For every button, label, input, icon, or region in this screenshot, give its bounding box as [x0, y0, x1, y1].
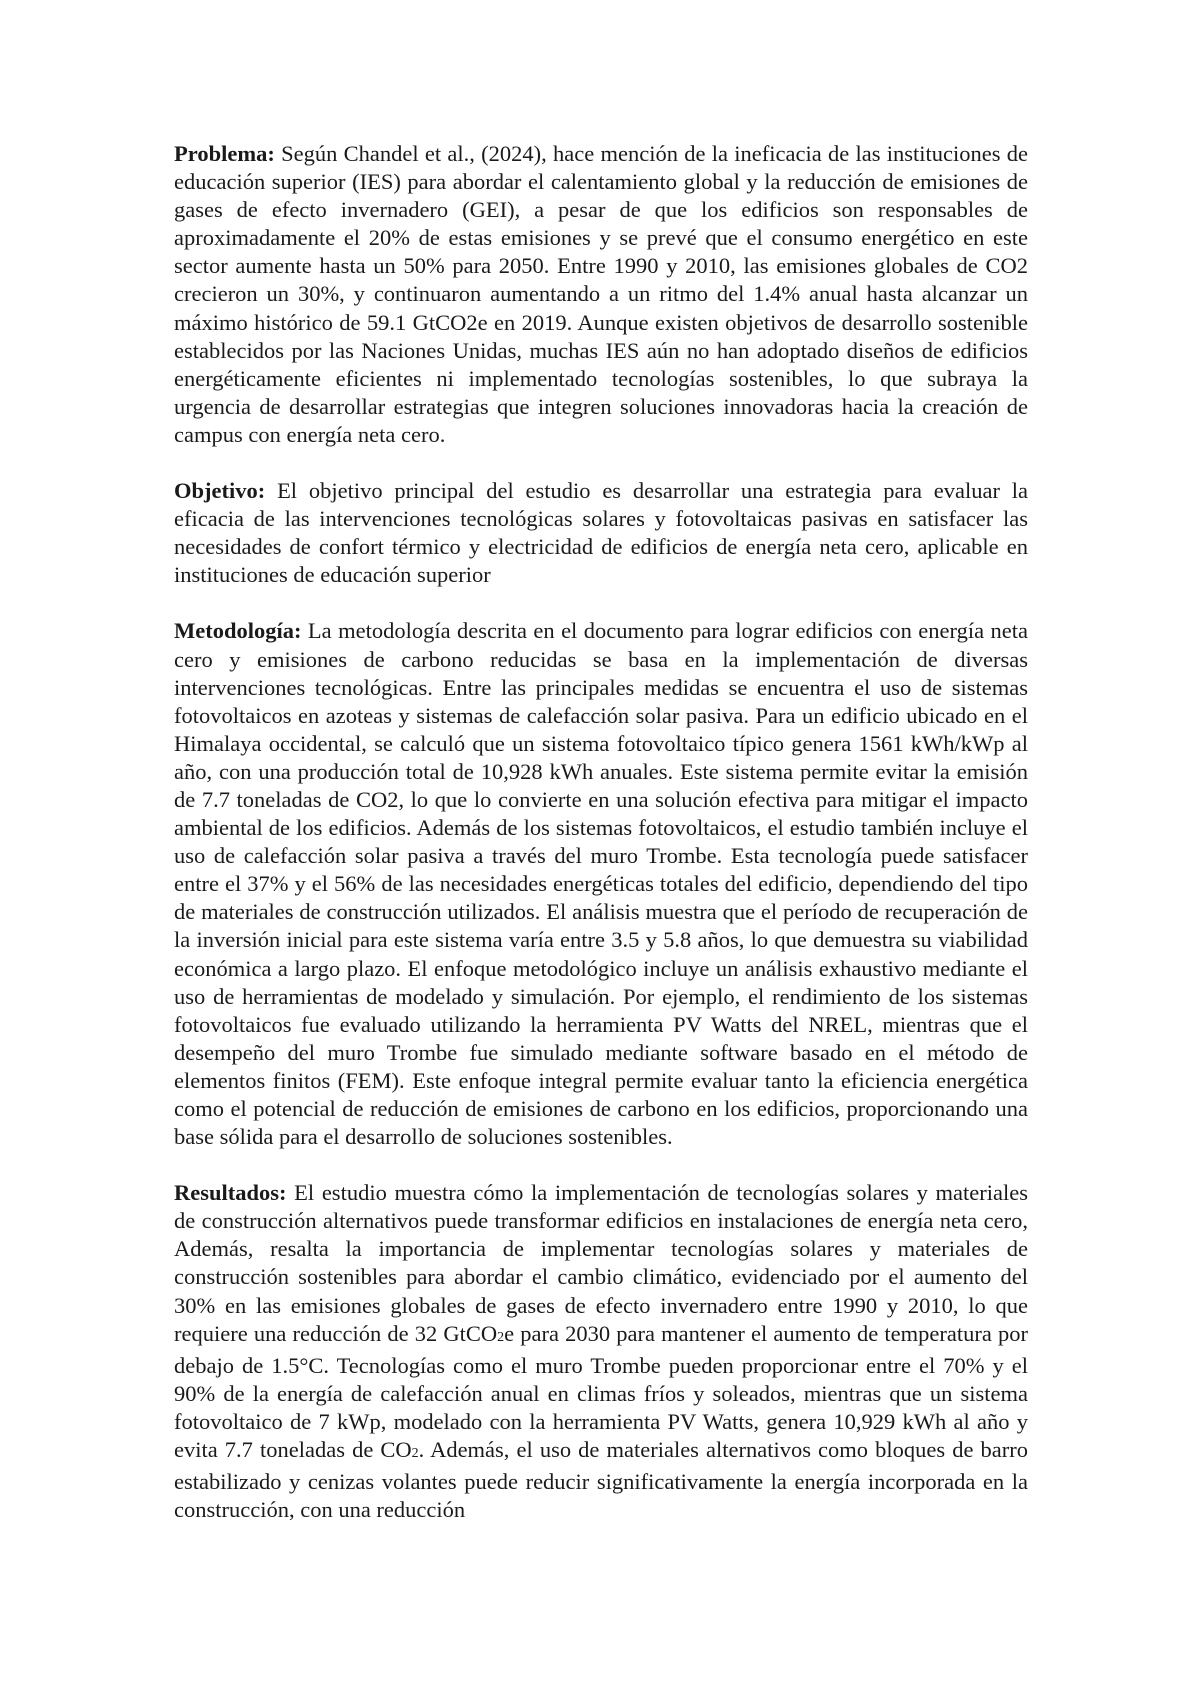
section-text-metodologia: La metodología descrita en el documento para lograr edificios con energía neta cero y emisiones de carbono reducidas se basa en la implementación de diversas intervenciones tecnológicas. Entre las principales medidas se encuentra el uso de sistemas fotovoltaicos en azoteas y sistemas de calefacción solar pasiva. Para un edificio ubicado en el Himalaya occidental, se calculó que un sistema fotovoltaico típico genera 1561 kWh/kWp al año, con una producción total de 10,928 kWh anuales. Este sistema permite evitar la emisión de 7.7 toneladas de CO2, lo que lo convierte en una solución efectiva para mitigar el impacto ambiental de los edificios. Además de los sistemas fotovoltaicos, el estudio también incluye el uso de calefacción solar pasiva a través del muro Trombe. Esta tecnología puede satisfacer entre el 37% y el 56% de las necesidades energéticas totales del edificio, dependiendo del tipo de materiales de construcción utilizados. El análisis muestra que el período de recuperación de la inversión inicial para este sistema varía entre 3.5 y 5.8 años, lo que demuestra su viabilidad económica a largo plazo. El enfoque metodológico incluye un análisis exhaustivo mediante el uso de herramientas de modelado y simulación. Por ejemplo, el rendimiento de los sistemas fotovoltaicos fue evaluado utilizando la herramienta PV Watts del NREL, mientras que el desempeño del muro Trombe fue simulado mediante software basado en el método de elementos finitos (FEM). Este enfoque integral permite evaluar tanto la eficiencia energética como el potencial de reducción de emisiones de carbono en los edificios, proporcionando una base sólida para el desarrollo de soluciones sostenibles.: [174, 618, 1028, 1150]
section-problema: [174, 140, 1028, 449]
section-objetivo: [174, 477, 1028, 589]
section-heading-problema: Problema:: [174, 141, 275, 166]
section-text-resultados-part-1: El estudio muestra cómo la implementación de tecnologías solares y materiales de construcción alternativos puede transformar edificios en instalaciones de energía neta cero, Además, resalta la importancia de implementar tecnologías solares y materiales de construcción sostenibles para abordar el cambio climático, evidenciado por el aumento del 30% en las emisiones globales de gases de efecto invernadero entre 1990 y 2010, lo que requiere una reducción de 32 GtCO: [174, 1180, 1028, 1346]
document-body: [174, 140, 1028, 1552]
section-heading-objetivo: Objetivo:: [174, 478, 266, 504]
section-paragraph: [174, 1179, 1028, 1524]
section-paragraph: [174, 477, 1028, 589]
subscript-2: 2: [411, 1446, 419, 1462]
section-text-problema: Según Chandel et al., (2024), hace mención de la ineficacia de las instituciones de educación superior (IES) para abordar el calentamiento global y la reducción de emisiones de gases de efecto invernadero (GEI), a pesar de que los edificios son responsables de aproximadamente el 20% de estas emisiones y se prevé que el consumo energético en este sector aumente hasta un 50% para 2050. Entre 1990 y 2010, las emisiones globales de CO2 crecieron un 30%, y continuaron aumentando a un ritmo del 1.4% anual hasta alcanzar un máximo histórico de 59.1 GtCO2e en 2019. Aunque existen objetivos de desarrollo sostenible establecidos por las Naciones Unidas, muchas IES aún no han adoptado diseños de edificios energéticamente eficientes ni implementado tecnologías sostenibles, lo que subraya la urgencia de desarrollar estrategias que integren soluciones innovadoras hacia la creación de campus con energía neta cero.: [174, 141, 1028, 447]
section-text-objetivo: El objetivo principal del estudio es desarrollar una estrategia para evaluar la eficacia de las intervenciones tecnológicas solares y fotovoltaicas pasivas en satisfacer las necesidades de confort térmico y electricidad de edificios de energía neta cero, aplicable en instituciones de educación superior: [174, 478, 1028, 588]
section-heading-metodologia: Metodología:: [174, 618, 302, 644]
section-metodologia: [174, 617, 1028, 1151]
section-text-resultados-part-3: . Además, el uso de materiales alternativos como bloques de barro estabilizado y cenizas volantes puede reducir significativamente la energía incorporada en la construcción, con una reducción: [174, 1437, 1028, 1523]
section-text-resultados-part-2: e para 2030 para mantener el aumento de temperatura por debajo de 1.5°C. Tecnologías como el muro Trombe pueden proporcionar entre el 70% y el 90% de la energía de calefacción anual en climas fríos y soleados, mientras que un sistema fotovoltaico de 7 kWp, modelado con la herramienta PV Watts, genera 10,929 kWh al año y evita 7.7 toneladas de CO: [174, 1320, 1028, 1463]
section-heading-resultados: Resultados:: [174, 1180, 287, 1206]
subscript-2: 2: [497, 1329, 505, 1345]
section-paragraph: [174, 140, 1028, 449]
section-resultados: [174, 1179, 1028, 1524]
section-paragraph: [174, 617, 1028, 1151]
